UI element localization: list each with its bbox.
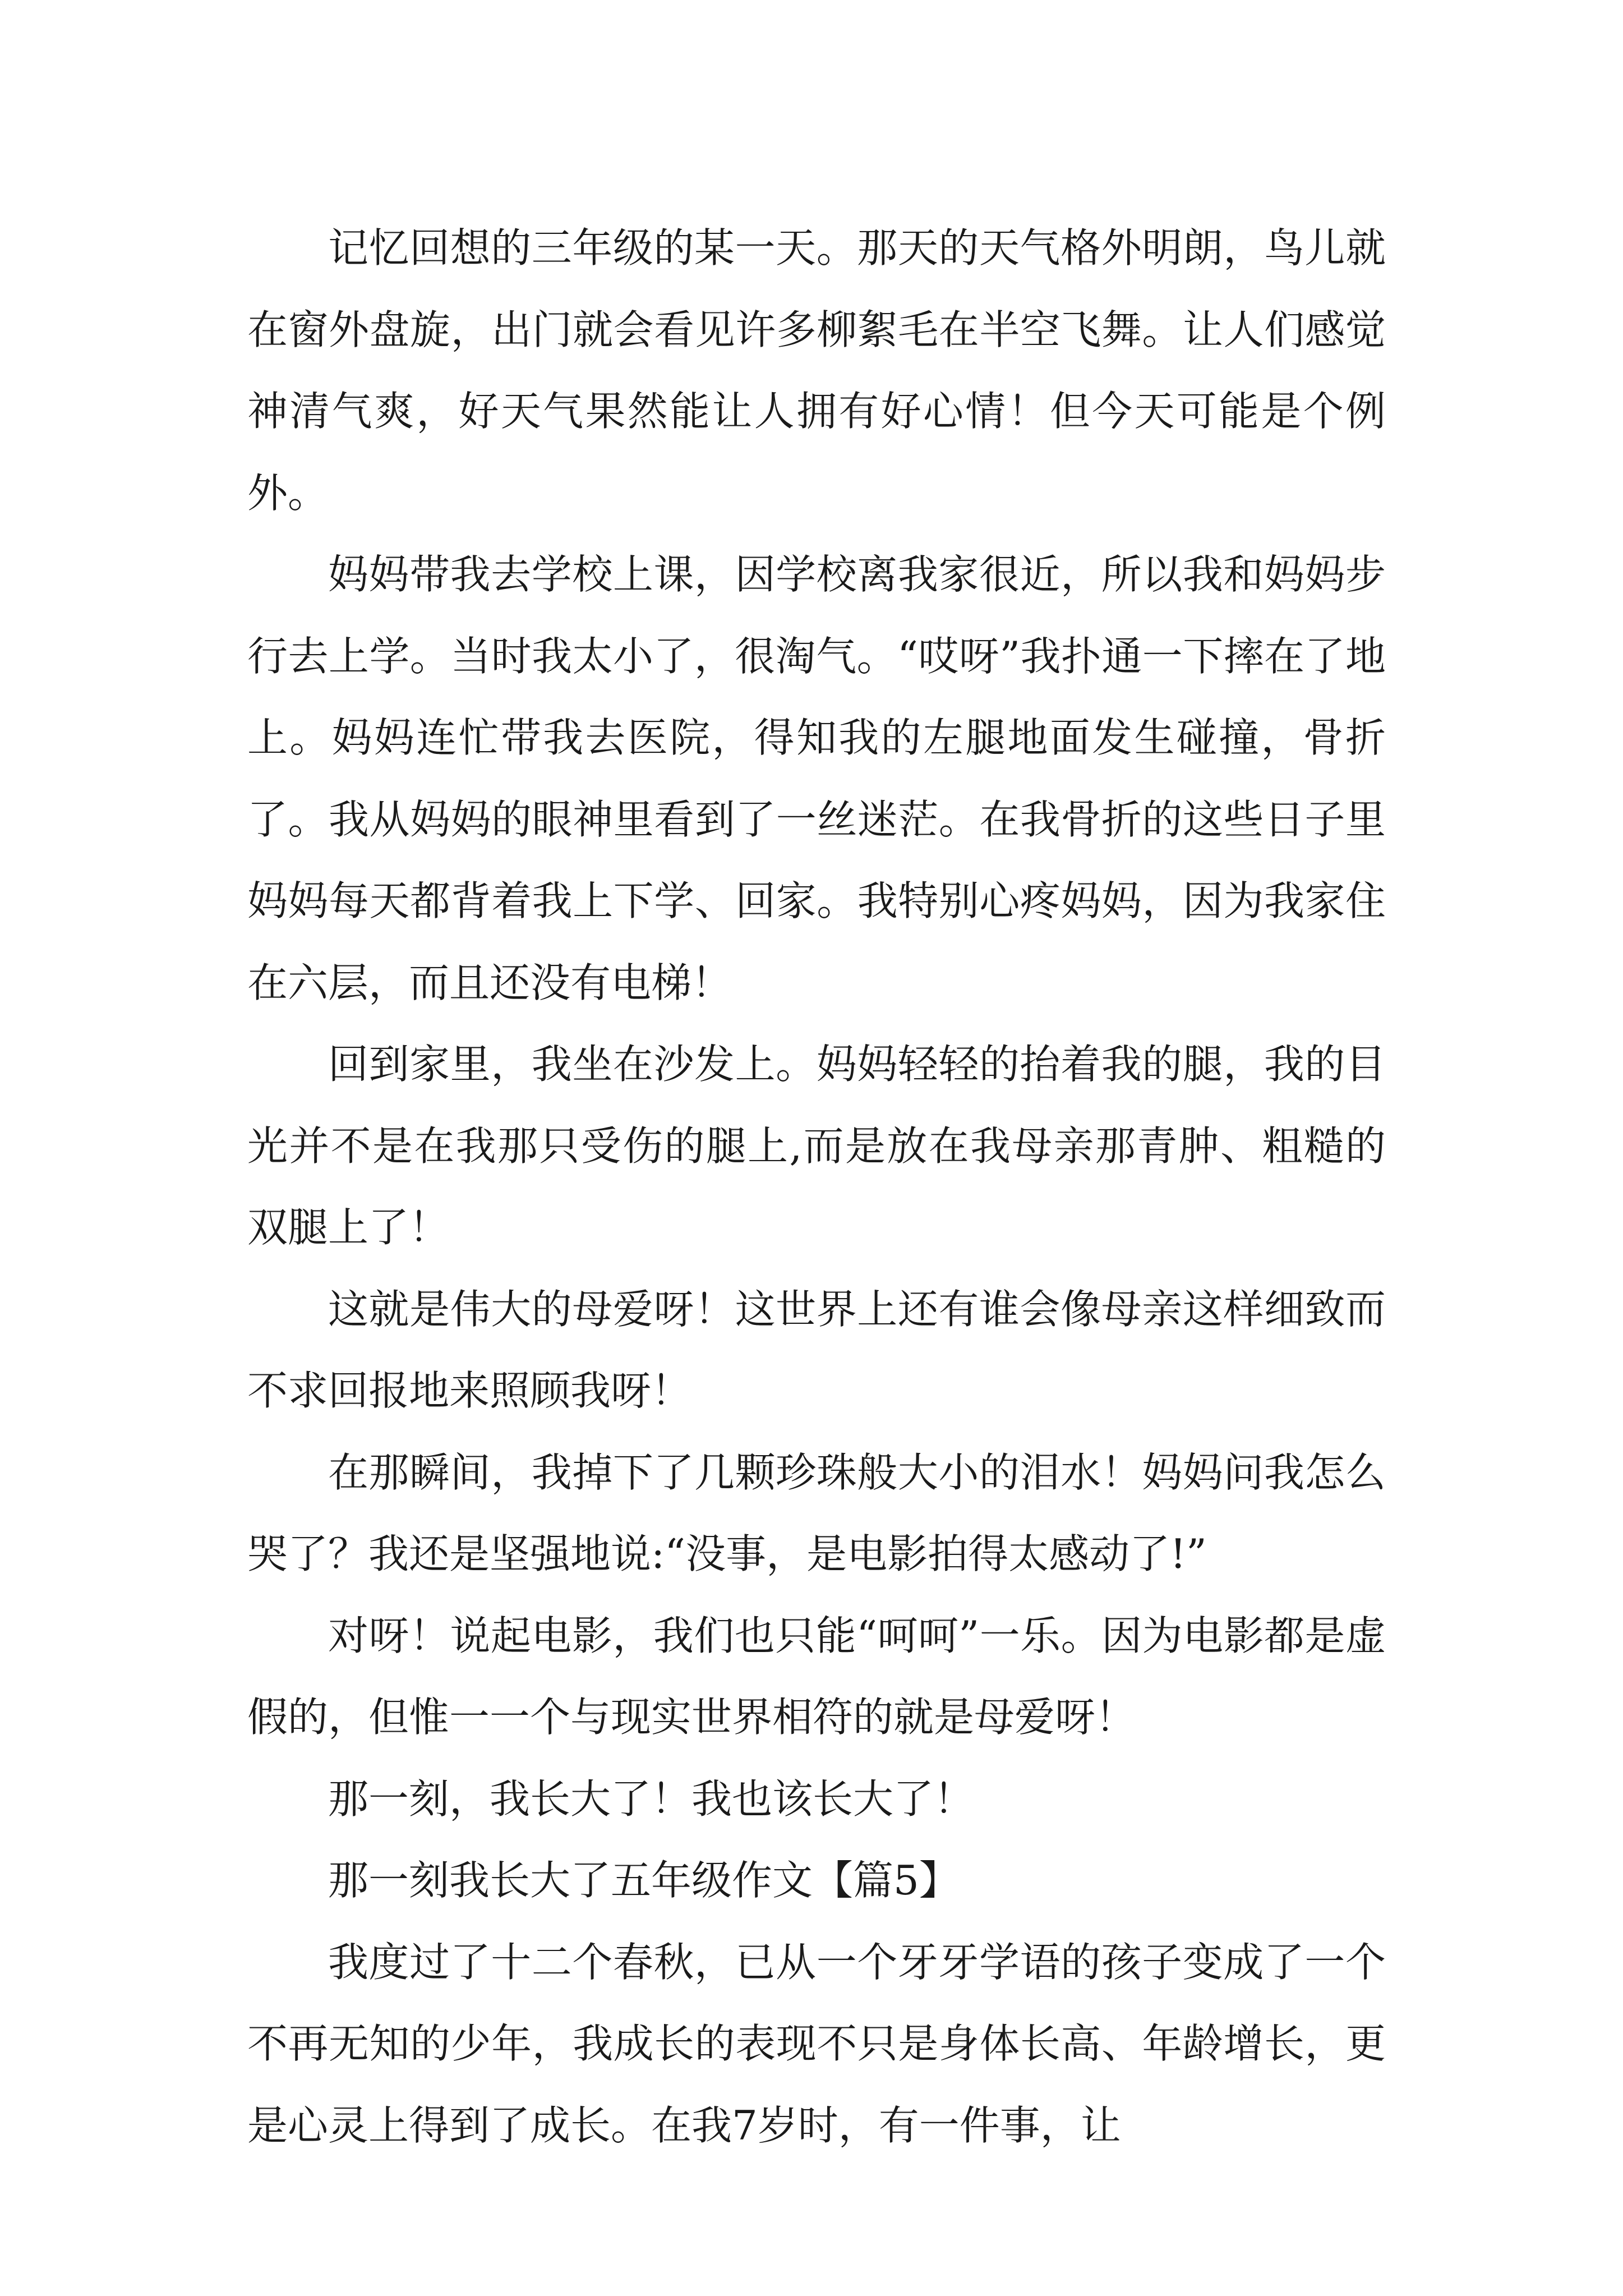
paragraph: 在那瞬间，我掉下了几颗珍珠般大小的泪水！妈妈问我怎么哭了？我还是坚强地说:“没事，是电影拍得太感动了!” [247,1448,1386,1577]
paragraph: 对呀！说起电影，我们也只能“呵呵”一乐。因为电影都是虚假的，但惟一一个与现实世界相符的就是母爱呀！ [247,1612,1386,1741]
paragraph: 这就是伟大的母爱呀！这世界上还有谁会像母亲这样细致而不求回报地来照顾我呀！ [247,1285,1386,1414]
paragraph: 记忆回想的三年级的某一天。那天的天气格外明朗，鸟儿就在窗外盘旋，出门就会看见许多柳絮毛在半空飞舞。让人们感觉神清气爽，好天气果然能让人拥有好心情！但今天可能是个例外。 [247,224,1386,517]
document-body [247,208,1386,2166]
paragraph: 妈妈带我去学校上课，因学校离我家很近，所以我和妈妈步行去上学。当时我太小了，很淘气。“哎呀”我扑通一下摔在了地上。妈妈连忙带我去医院，得知我的左腿地面发生碰撞，骨折了。我从妈妈的眼神里看到了一丝迷茫。在我骨折的这些日子里妈妈每天都背着我上下学、回家。我特别心疼妈妈，因为我家住在六层，而且还没有电梯！ [247,551,1386,1006]
section-heading: 那一刻我长大了五年级作文【篇5】 [328,1857,960,1904]
paragraph: 那一刻，我长大了！我也该长大了！ [328,1775,975,1823]
paragraph: 我度过了十二个春秋，已从一个牙牙学语的孩子变成了一个不再无知的少年，我成长的表现不只是身体长高、年龄增长，更是心灵上得到了成长。在我7岁时，有一件事，让 [247,1938,1386,2149]
paragraph: 回到家里，我坐在沙发上。妈妈轻轻的抬着我的腿，我的目光并不是在我那只受伤的腿上,而是放在我母亲那青肿、粗糙的双腿上了！ [247,1041,1386,1251]
